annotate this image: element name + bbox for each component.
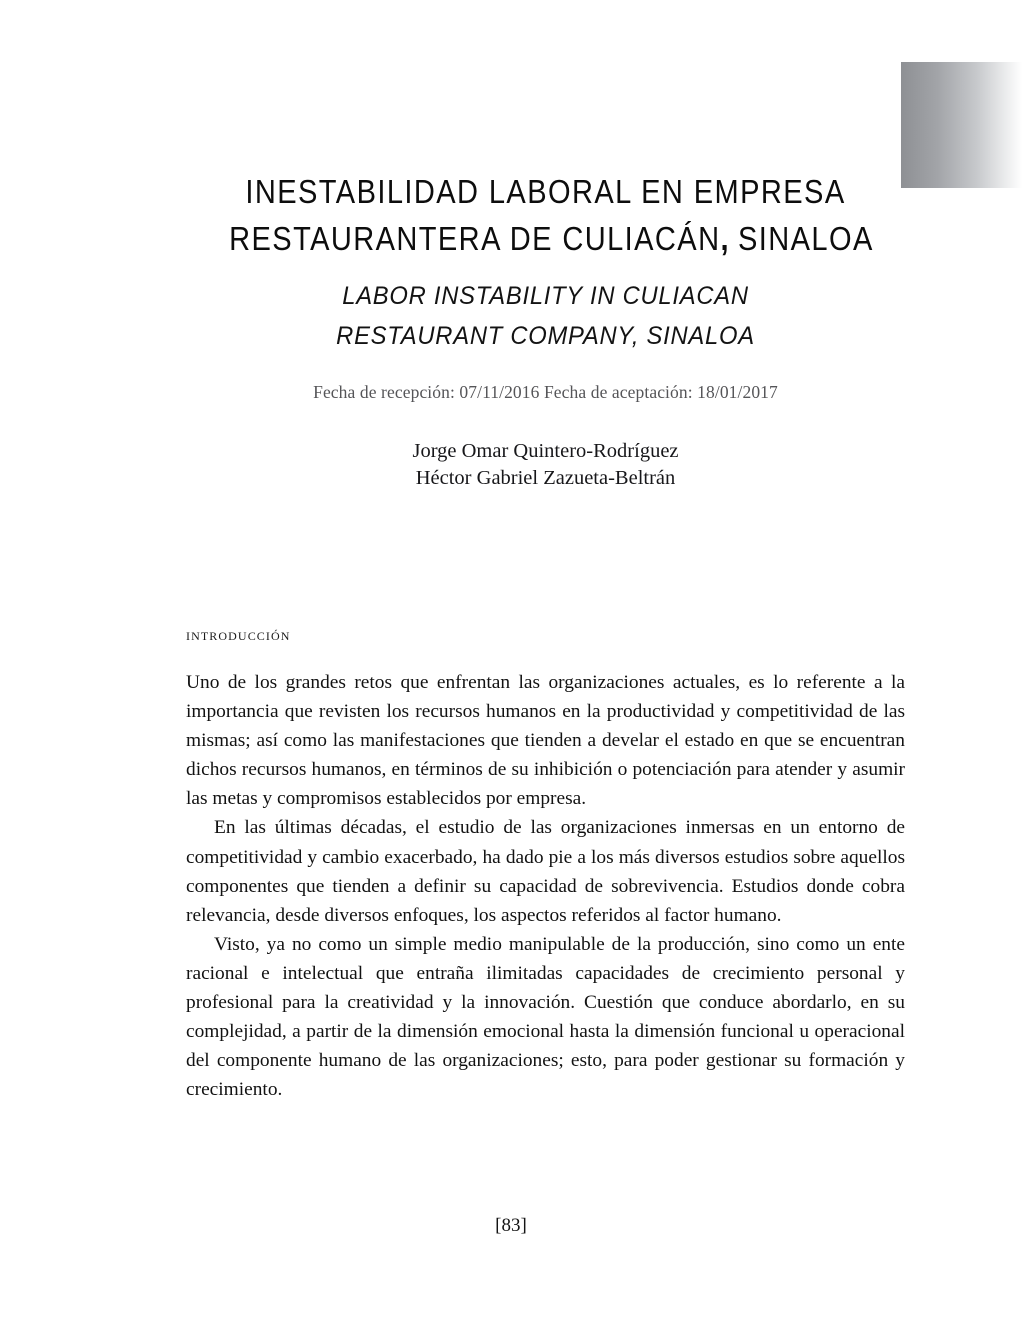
author-name-1: Jorge Omar Quintero-Rodríguez [412,440,679,462]
body-paragraph-2: En las últimas décadas, el estudio de las organizaciones inmersas en un entorno de competitividad y cambio exacerbado, ha dado pie a los más diversos estudios sobre aquellos componentes que tienden a definir su capacidad de sobrevivencia. Estudios donde cobra relevancia, desde diversos enfoques, los aspectos referidos al factor humano. [186,817,905,926]
title-block [186,0,905,492]
body-paragraph-1: Uno de los grandes retos que enfrentan las organizaciones actuales, es lo referente a la importancia que revisten los recursos humanos en la productividad y competitividad de las mismas; así como las manifestaciones que tienden a develar el estado en que se encuentran dichos recursos humanos, en términos de su inhibición o potenciación para atender y asumir las metas y compromisos establecidos por empresa. [186,672,905,810]
article-title-english [204,276,887,356]
article-title-spanish [229,168,874,262]
body-text [186,668,905,1104]
article-title-line-2-part-2: SINALOA [728,220,874,257]
author-list [186,438,905,492]
section-heading-introduccion: introducción [186,625,291,644]
article-subtitle-line-1: LABOR INSTABILITY IN CULIACAN [342,282,749,310]
submission-dates: Fecha de recepción: 07/11/2016 Fecha de aceptación: 18/01/2017 [313,382,778,402]
gray-gradient-swatch [901,62,1022,188]
author-name-2: Héctor Gabriel Zazueta-Beltrán [415,467,676,489]
article-subtitle-line-2: RESTAURANT COMPANY, SINALOA [336,322,755,350]
article-title-line-2-part-1: RESTAURANTERA DE CULIACÁN [229,220,721,257]
article-title-line-1: INESTABILIDAD LABORAL EN EMPRESA [245,173,846,210]
article-title-comma: , [720,220,729,257]
page-number: [83] [495,1215,527,1236]
body-paragraph-3: Visto, ya no como un simple medio manipulable de la producción, sino como un ente racional e intelectual que entraña ilimitadas capacidades de crecimiento personal y profesional para la creatividad y la innovación. Cuestión que conduce abordarlo, en su complejidad, a partir de la dimensión emocional hasta la dimensión funcional u operacional del componente humano de las organizaciones; esto, para poder gestionar su formación y crecimiento. [186,933,905,1101]
page-content-column [186,0,905,1104]
article-title-line-2 [229,215,874,262]
